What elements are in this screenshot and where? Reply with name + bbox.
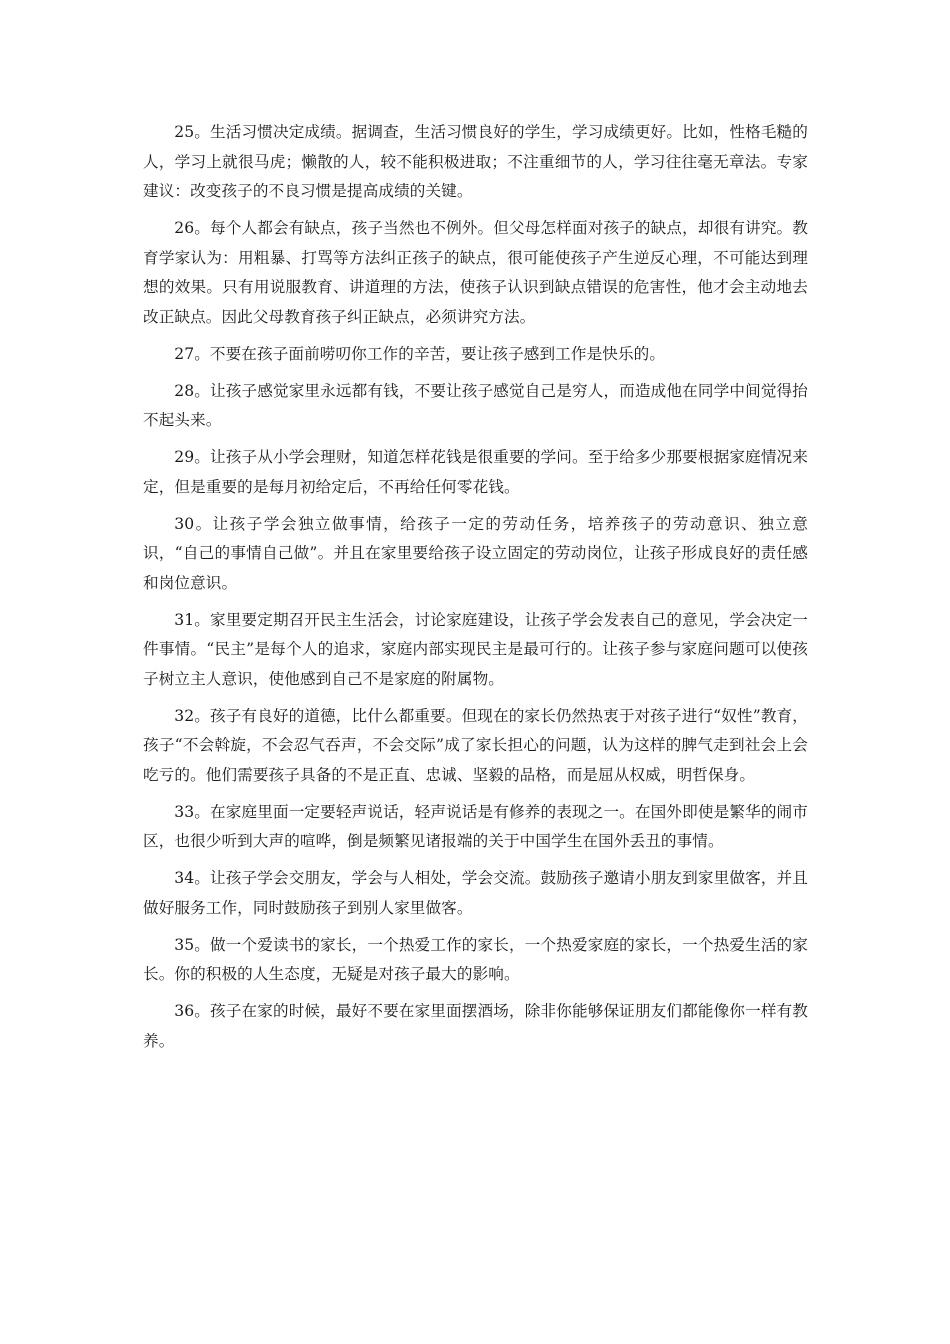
paragraph-26: 26。每个人都会有缺点，孩子当然也不例外。但父母怎样面对孩子的缺点，却很有讲究。教育学家认为：用粗暴、打骂等方法纠正孩子的缺点，很可能使孩子产生逆反心理，不可能达到理想的效果。只有用说服教育、讲道理的方法，使孩子认识到缺点错误的危害性，他才会主动地去改正缺点。因此父母教育孩子纠正缺点，必须讲究方法。 (143, 219, 808, 326)
document-body (143, 118, 808, 1064)
paragraph-33: 33。在家庭里面一定要轻声说话，轻声说话是有修养的表现之一。在国外即使是繁华的闹市区，也很少听到大声的喧哗，倒是频繁见诸报端的关于中国学生在国外丢丑的事情。 (143, 802, 808, 850)
paragraph-32: 32。孩子有良好的道德，比什么都重要。但现在的家长仍然热衷于对孩子进行“奴性”教育，孩子“不会斡旋，不会忍气吞声，不会交际”成了家长担心的问题，认为这样的脾气走到社会上会吃亏的。他们需要孩子具备的不是正直、忠诚、坚毅的品格，而是屈从权威，明哲保身。 (143, 706, 808, 784)
paragraph-35: 35。做一个爱读书的家长，一个热爱工作的家长，一个热爱家庭的家长，一个热爱生活的家长。你的积极的人生态度，无疑是对孩子最大的影响。 (143, 935, 808, 983)
paragraph-27: 27。不要在孩子面前唠叨你工作的辛苦，要让孩子感到工作是快乐的。 (174, 344, 666, 363)
paragraph-31: 31。家里要定期召开民主生活会，讨论家庭建设，让孩子学会发表自己的意见，学会决定一件事情。“民主”是每个人的追求，家庭内部实现民主是最可行的。让孩子参与家庭问题可以使孩子树立主人意识，使他感到自己不是家庭的附属物。 (143, 610, 808, 688)
paragraph-28: 28。让孩子感觉家里永远都有钱，不要让孩子感觉自己是穷人，而造成他在同学中间觉得抬不起头来。 (143, 381, 808, 429)
paragraph-25: 25。生活习惯决定成绩。据调查，生活习惯良好的学生，学习成绩更好。比如，性格毛糙的人，学习上就很马虎；懒散的人，较不能积极进取；不注重细节的人，学习往往毫无章法。专家建议：改变孩子的不良习惯是提高成绩的关键。 (143, 123, 808, 200)
paragraph-29: 29。让孩子从小学会理财，知道怎样花钱是很重要的学问。至于给多少那要根据家庭情况来定，但是重要的是每月初给定后，不再给任何零花钱。 (143, 448, 808, 496)
paragraph-34: 34。让孩子学会交朋友，学会与人相处，学会交流。鼓励孩子邀请小朋友到家里做客，并且做好服务工作，同时鼓励孩子到别人家里做客。 (143, 869, 808, 917)
paragraph-30: 30。让孩子学会独立做事情，给孩子一定的劳动任务，培养孩子的劳动意识、独立意识，“自己的事情自己做”。并且在家里要给孩子设立固定的劳动岗位，让孩子形成良好的责任感和岗位意识。 (143, 514, 808, 592)
paragraph-36: 36。孩子在家的时候，最好不要在家里面摆酒场，除非你能够保证朋友们都能像你一样有教养。 (143, 1002, 808, 1050)
